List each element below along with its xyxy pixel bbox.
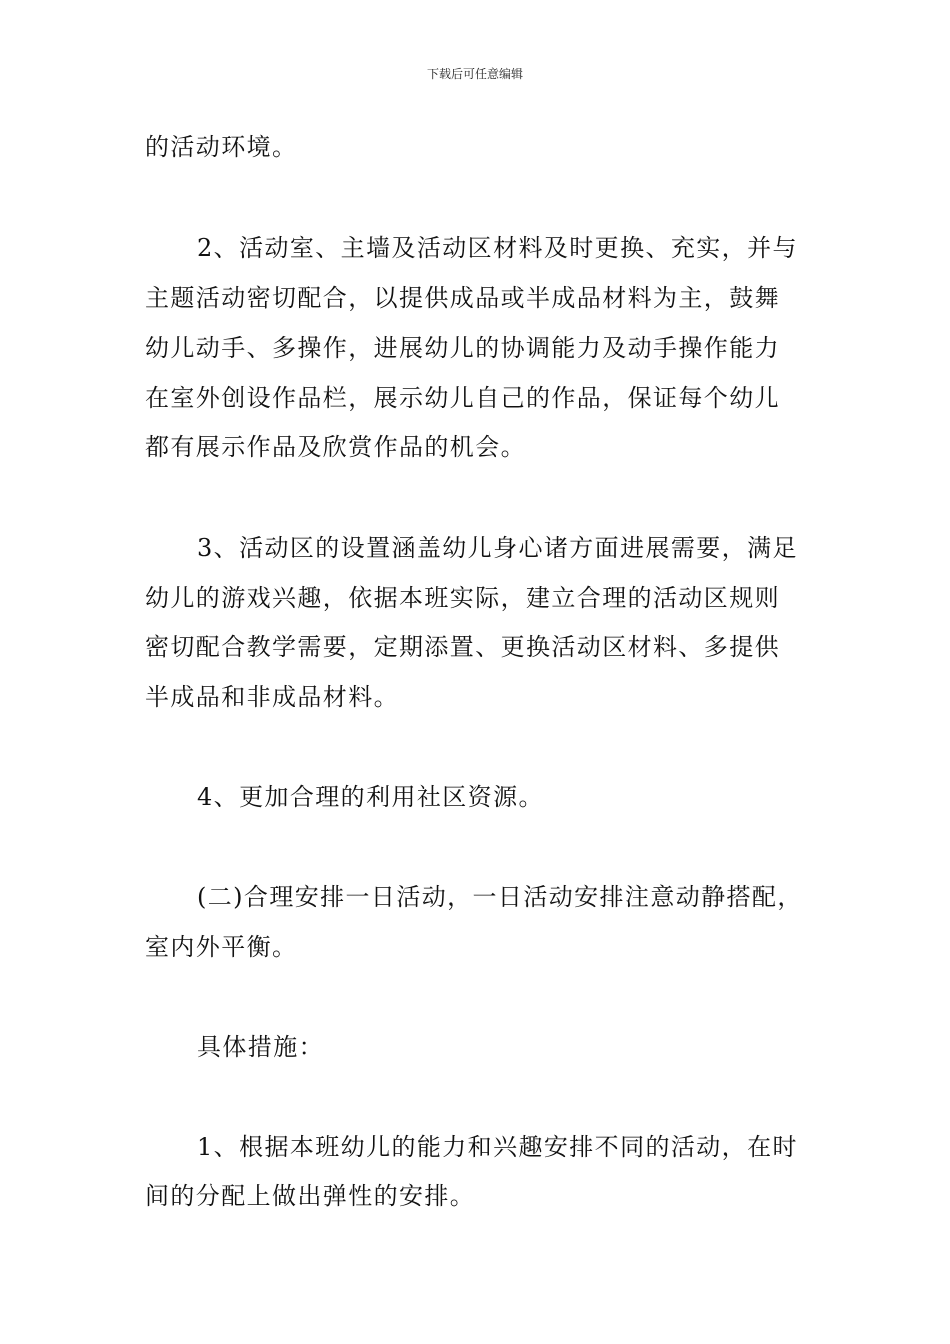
text-line: (二)合理安排一日活动，一日活动安排注意动静搭配， [197,883,803,911]
text-line: 在室外创设作品栏，展示幼儿自己的作品，保证每个幼儿 [145,384,780,412]
text-line: 都有展示作品及欣赏作品的机会。 [145,433,526,461]
text-line: 幼儿的游戏兴趣，依据本班实际，建立合理的活动区规则 [145,584,780,612]
text-line: 的活动环境。 [145,133,298,161]
text-line: 间的分配上做出弹性的安排。 [145,1182,476,1210]
text-line: 半成品和非成品材料。 [145,683,399,711]
text-line: 2、活动室、主墙及活动区材料及时更换、充实，并与 [197,234,798,262]
page-header: 下载后可任意编辑 [426,67,523,81]
text-line: 4、更加合理的利用社区资源。 [197,783,544,811]
text-line: 室内外平衡。 [145,933,298,961]
text-line: 密切配合教学需要，定期添置、更换活动区材料、多提供 [145,633,780,661]
text-line: 3、活动区的设置涵盖幼儿身心诸方面进展需要，满足 [197,534,798,562]
text-line: 主题活动密切配合，以提供成品或半成品材料为主，鼓舞 [145,284,780,312]
text-line: 幼儿动手、多操作，进展幼儿的协调能力及动手操作能力 [145,334,780,362]
text-line: 1、根据本班幼儿的能力和兴趣安排不同的活动，在时 [197,1133,798,1161]
text-line: 具体措施： [197,1033,324,1061]
